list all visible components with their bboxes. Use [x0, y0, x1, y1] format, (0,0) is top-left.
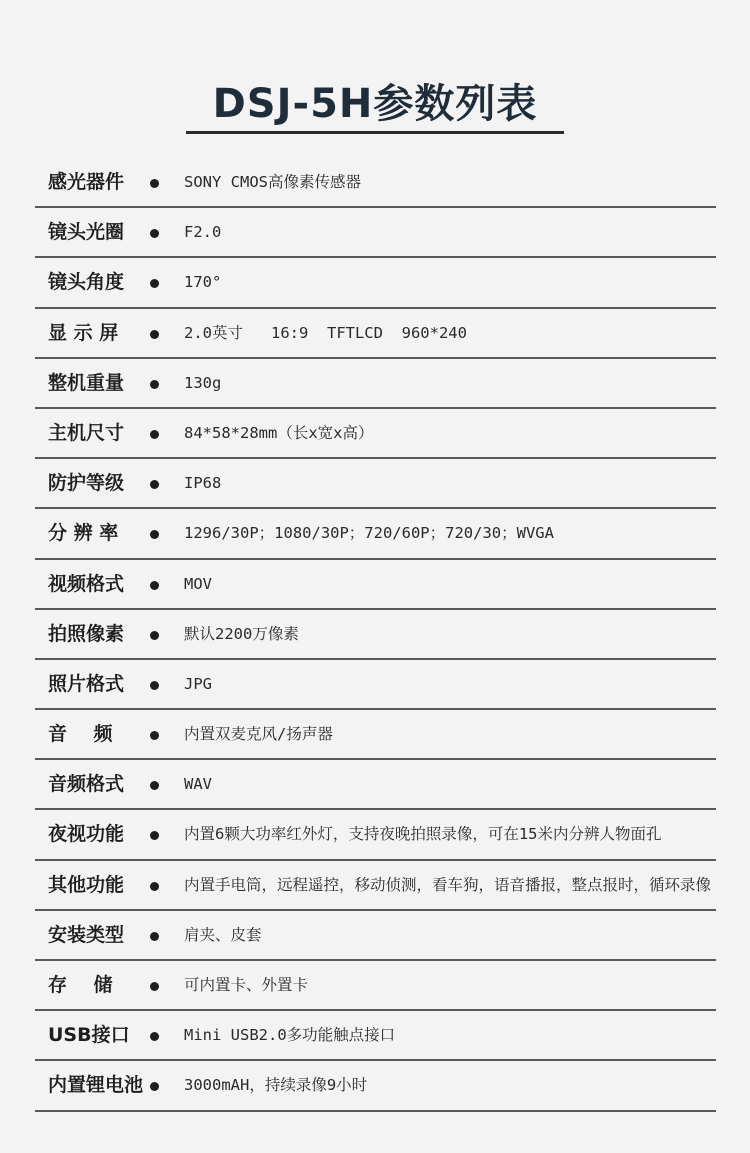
- bullet-icon: [150, 932, 159, 941]
- spec-row-sensor: [35, 158, 716, 208]
- spec-value: MOV: [184, 574, 212, 593]
- spec-value: 内置手电筒，远程遥控，移动侦测，看车狗，语音播报，整点报时，循环录像: [184, 875, 712, 894]
- spec-label: 感光器件: [48, 171, 125, 193]
- spec-label: 内置锂电池: [48, 1074, 144, 1097]
- spec-row-photo-pixels: [35, 610, 716, 660]
- bullet-icon: [150, 631, 159, 640]
- spec-label: 音频格式: [48, 773, 125, 796]
- spec-row-aperture: [35, 208, 716, 258]
- spec-row-display: [35, 309, 716, 359]
- spec-label: USB接口: [48, 1024, 130, 1047]
- spec-value: WAV: [184, 775, 212, 794]
- spec-label: 镜头光圈: [48, 221, 125, 244]
- bullet-icon: [150, 430, 159, 439]
- spec-value: 默认2200万像素: [184, 624, 299, 643]
- bullet-icon: [150, 179, 159, 188]
- spec-row-battery: [35, 1061, 716, 1111]
- spec-label: 防护等级: [48, 472, 125, 495]
- spec-label: 存 储: [48, 974, 113, 996]
- spec-value: Mini USB2.0多功能触点接口: [184, 1026, 396, 1045]
- spec-value: 可内置卡、外置卡: [184, 976, 309, 994]
- spec-value: 130g: [184, 373, 222, 392]
- spec-value: 84*58*28mm（长x宽x高）: [184, 423, 374, 442]
- bullet-icon: [150, 882, 159, 891]
- spec-label: 其他功能: [48, 873, 125, 896]
- spec-row-resolution: [35, 509, 716, 559]
- spec-row-night-vision: [35, 810, 716, 860]
- spec-row-dimensions: [35, 409, 716, 459]
- spec-label: 音 频: [48, 723, 113, 746]
- spec-label: 整机重量: [48, 371, 125, 394]
- spec-row-usb: [35, 1011, 716, 1061]
- spec-row-mount-type: [35, 911, 716, 961]
- bullet-icon: [150, 681, 159, 690]
- spec-value: 170°: [184, 273, 222, 292]
- spec-row-protection: [35, 459, 716, 509]
- spec-value: F2.0: [184, 223, 222, 242]
- spec-table: [35, 158, 716, 1112]
- bullet-icon: [150, 330, 159, 339]
- bullet-icon: [150, 1032, 159, 1041]
- spec-row-weight: [35, 359, 716, 409]
- spec-value: 内置双麦克风/扬声器: [184, 725, 333, 744]
- spec-row-audio: [35, 710, 716, 760]
- spec-label: 照片格式: [48, 672, 125, 695]
- spec-value: JPG: [184, 674, 212, 693]
- spec-label: 镜头角度: [48, 271, 125, 294]
- bullet-icon: [150, 731, 159, 740]
- spec-label: 夜视功能: [48, 823, 125, 846]
- bullet-icon: [150, 380, 159, 389]
- spec-value: IP68: [184, 474, 222, 493]
- bullet-icon: [150, 480, 159, 489]
- spec-value: 3000mAH，持续录像9小时: [184, 1076, 368, 1095]
- bullet-icon: [150, 279, 159, 288]
- bullet-icon: [150, 982, 159, 991]
- spec-value: 肩夹、皮套: [184, 925, 262, 944]
- spec-label: 拍照像素: [48, 622, 125, 645]
- spec-row-photo-format: [35, 660, 716, 710]
- page-title: DSJ-5H参数列表: [212, 81, 538, 127]
- spec-label: 显 示 屏: [48, 321, 119, 344]
- spec-label: 分 辨 率: [48, 522, 119, 545]
- bullet-icon: [150, 530, 159, 539]
- bullet-icon: [150, 831, 159, 840]
- spec-value: 内置6颗大功率红外灯，支持夜晚拍照录像，可在15米内分辨人物面孔: [184, 825, 662, 844]
- bullet-icon: [150, 229, 159, 238]
- spec-label: 安装类型: [48, 923, 125, 946]
- bullet-icon: [150, 1082, 159, 1091]
- spec-label: 主机尺寸: [48, 421, 125, 444]
- bullet-icon: [150, 781, 159, 790]
- title-underline: [186, 131, 564, 134]
- spec-row-video-format: [35, 560, 716, 610]
- spec-row-lens-angle: [35, 258, 716, 308]
- bullet-icon: [150, 581, 159, 590]
- spec-label: 视频格式: [48, 572, 125, 595]
- spec-value: 2.0英寸 16:9 TFTLCD 960*240: [184, 323, 467, 342]
- spec-value: 1296/30P；1080/30P；720/60P；720/30；WVGA: [184, 524, 554, 543]
- spec-row-storage: [35, 961, 716, 1011]
- spec-row-other-functions: [35, 861, 716, 911]
- spec-row-audio-format: [35, 760, 716, 810]
- spec-value: SONY CMOS高像素传感器: [184, 173, 361, 191]
